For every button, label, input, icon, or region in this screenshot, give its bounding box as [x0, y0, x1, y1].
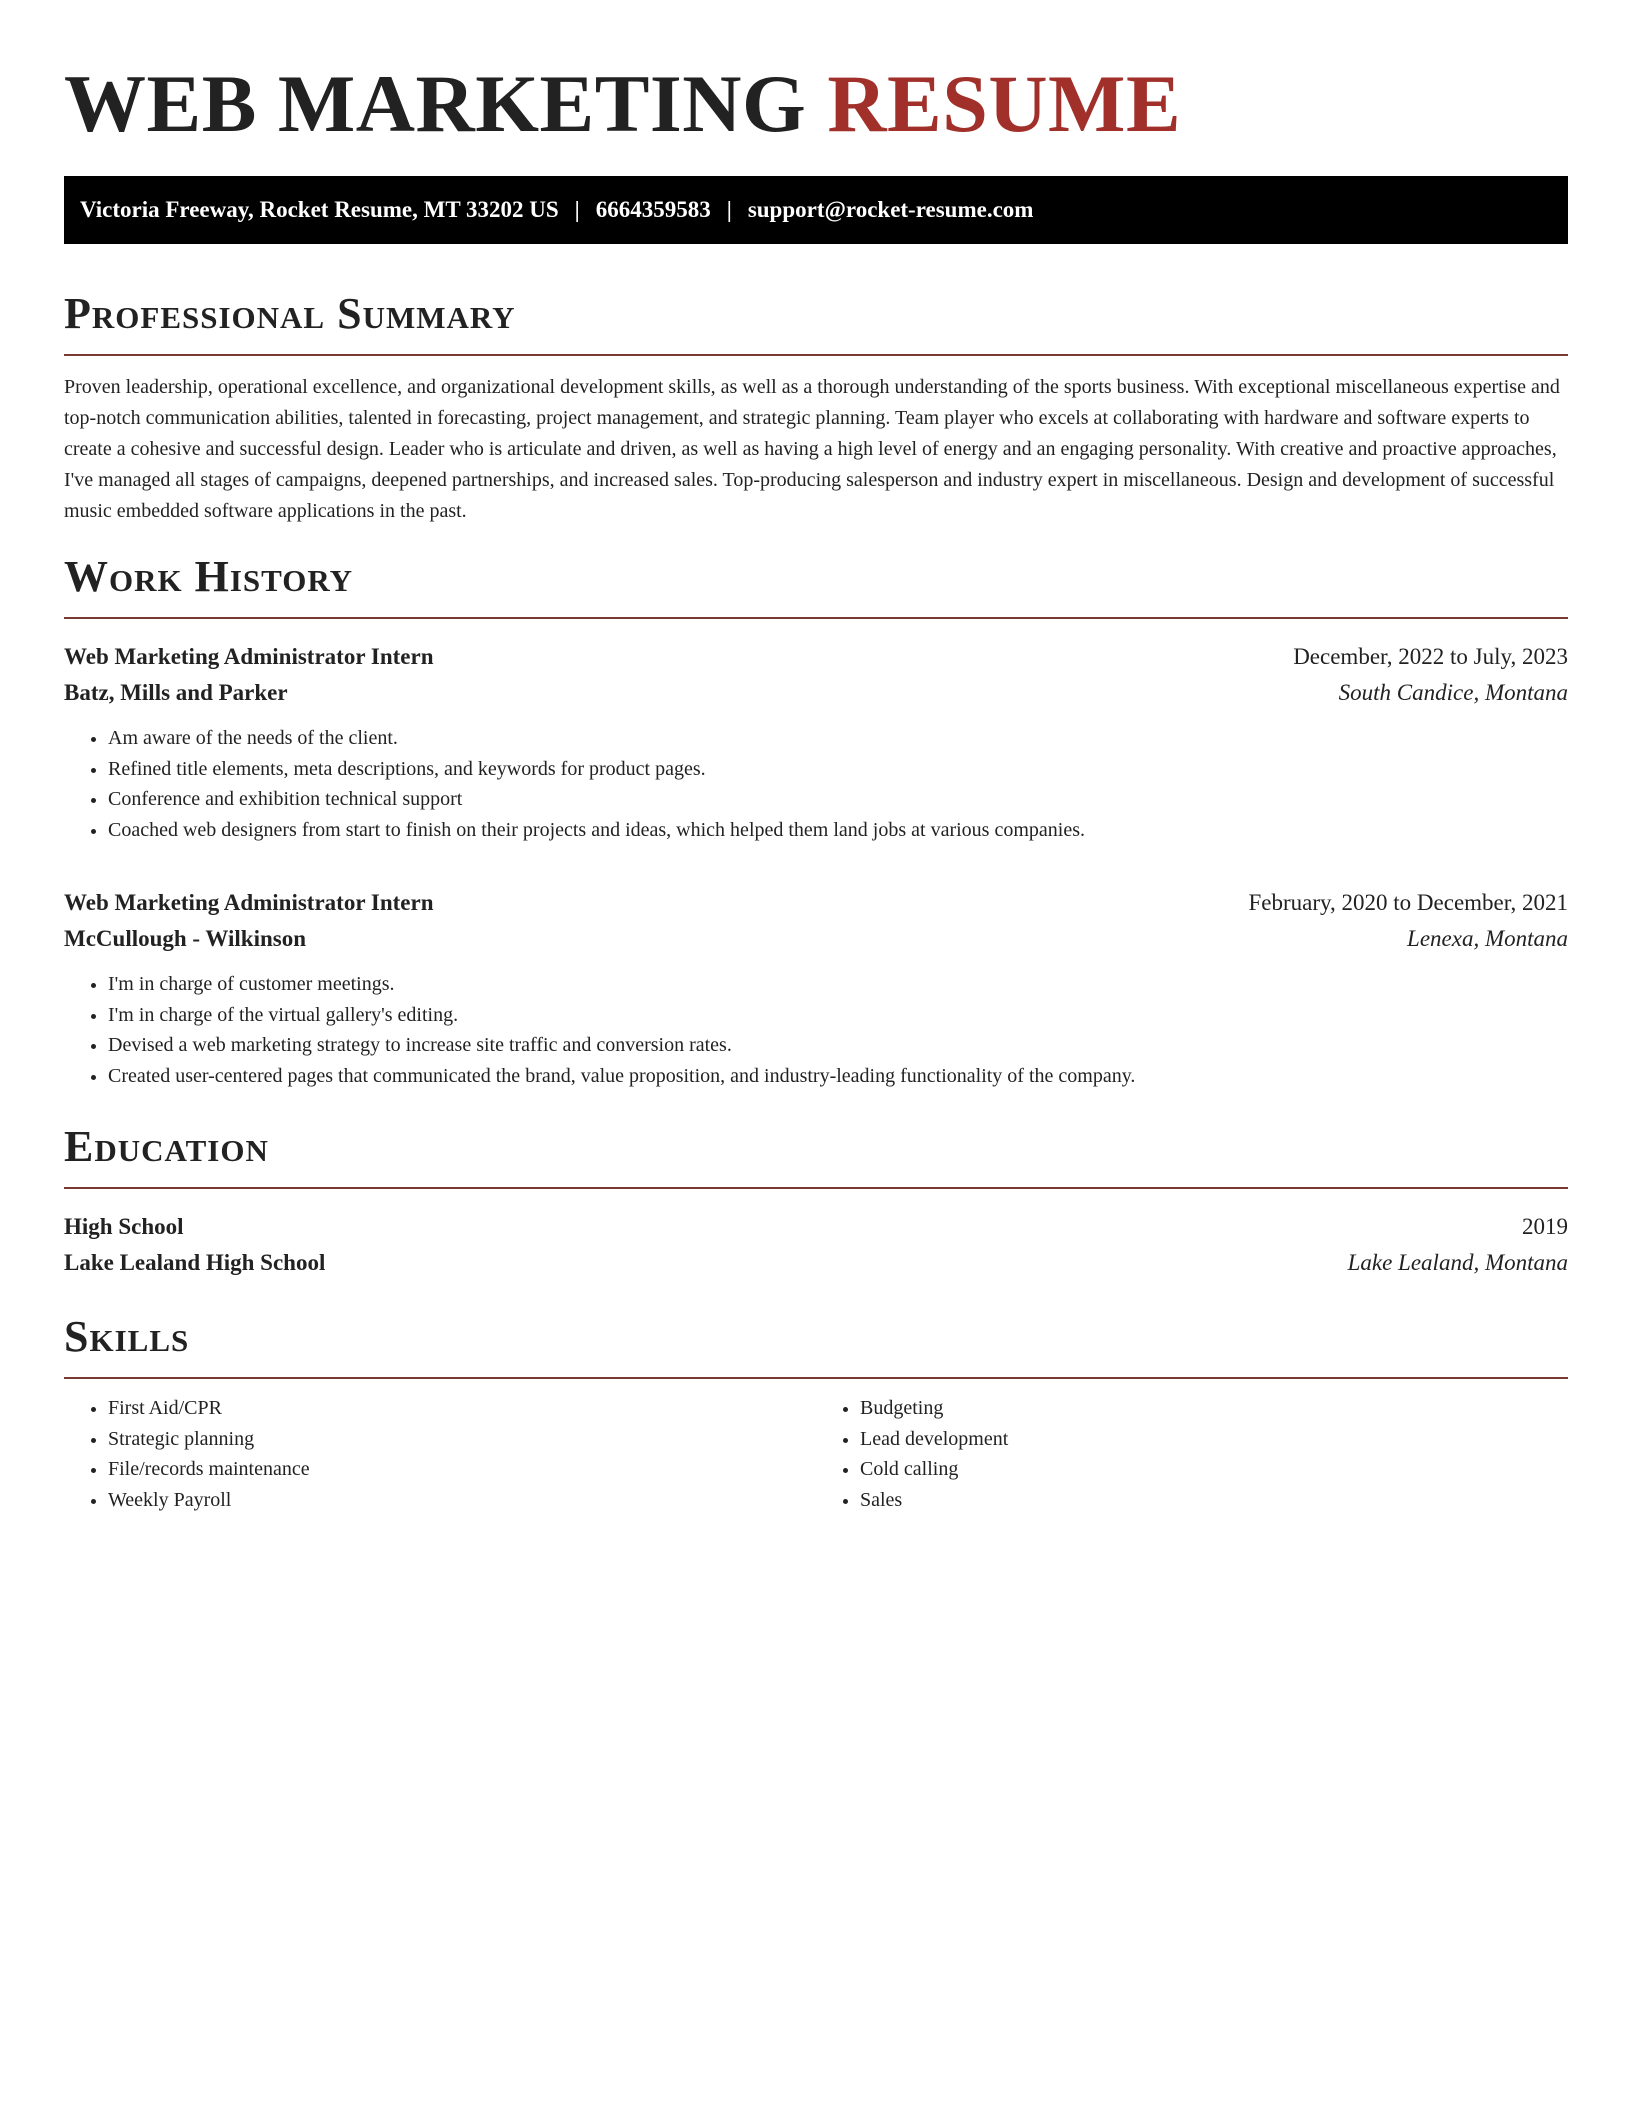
job-dates: December, 2022 to July, 2023: [1293, 644, 1568, 669]
education-heading: Education: [64, 1122, 269, 1171]
job-bullet: • Refined title elements, meta descriptions, and keywords for product pages.: [108, 754, 1568, 785]
contact-address: Victoria Freeway, Rocket Resume, MT 33202 US: [80, 197, 559, 222]
education-section: [64, 1119, 1568, 1281]
education-year: 2019: [1522, 1214, 1568, 1239]
skill-item: • Weekly Payroll: [108, 1485, 816, 1516]
job-title: Web Marketing Administrator Intern: [64, 890, 434, 915]
skills-list: [64, 1393, 816, 1515]
job-bullet: • Devised a web marketing strategy to increase site traffic and conversion rates.: [108, 1030, 1568, 1061]
section-divider: [64, 1377, 1568, 1379]
job-company-row: [64, 921, 1568, 957]
section-divider: [64, 354, 1568, 356]
job-bullet: • Coached web designers from start to finish on their projects and ideas, which helped them land jobs at various companies.: [108, 815, 1568, 846]
section-divider: [64, 1187, 1568, 1189]
education-entry: [64, 1209, 1568, 1281]
skill-item: • File/records maintenance: [108, 1454, 816, 1485]
skills-grid: [64, 1393, 1568, 1515]
skill-item: • Budgeting: [860, 1393, 1568, 1424]
skills-list: [816, 1393, 1568, 1515]
contact-email: support@rocket-resume.com: [747, 197, 1034, 222]
job-title: Web Marketing Administrator Intern: [64, 644, 434, 669]
job-location: Lenexa, Montana: [1407, 926, 1568, 951]
job-company: McCullough - Wilkinson: [64, 926, 307, 951]
contact-phone: 6664359583: [595, 197, 711, 222]
work-history-heading: Work History: [64, 552, 354, 601]
job-entry: [64, 639, 1568, 845]
job-entry: [64, 885, 1568, 1091]
contact-bar: [64, 176, 1568, 244]
skills-column-right: [816, 1393, 1568, 1515]
skill-item: • Lead development: [860, 1424, 1568, 1455]
work-history-section: [64, 549, 1568, 1091]
job-company: Batz, Mills and Parker: [64, 680, 288, 705]
skill-item: • Sales: [860, 1485, 1568, 1516]
job-bullet: • I'm in charge of customer meetings.: [108, 969, 1568, 1000]
skill-item: • Cold calling: [860, 1454, 1568, 1485]
title-main: WEB MARKETING: [64, 58, 807, 149]
contact-separator: |: [726, 197, 732, 222]
job-title-row: [64, 885, 1568, 921]
resume-title: [64, 0, 1568, 152]
education-school-row: [64, 1245, 1568, 1281]
skill-item: • First Aid/CPR: [108, 1393, 816, 1424]
skills-column-left: [64, 1393, 816, 1515]
title-accent: RESUME: [827, 58, 1182, 149]
skill-item: • Strategic planning: [108, 1424, 816, 1455]
summary-heading: Professional Summary: [64, 289, 516, 338]
job-company-row: [64, 675, 1568, 711]
job-bullet: • I'm in charge of the virtual gallery's editing.: [108, 1000, 1568, 1031]
job-title-row: [64, 639, 1568, 675]
skills-section: [64, 1309, 1568, 1515]
skills-heading: Skills: [64, 1312, 190, 1361]
education-location: Lake Lealand, Montana: [1347, 1250, 1568, 1275]
job-bullet: • Am aware of the needs of the client.: [108, 723, 1568, 754]
job-bullet: • Created user-centered pages that communicated the brand, value proposition, and industry-leading functionality of the company.: [108, 1061, 1568, 1092]
summary-text: Proven leadership, operational excellence, and organizational development skills, as well as a thorough understanding of the sports business. With exceptional miscellaneous expertise and top-notch communication abilities, talented in forecasting, project management, and strategic planning. Team player who excels at collaborating with hardware and software experts to create a cohesive and successful design. Leader who is articulate and driven, as well as having a high level of energy and an engaging personality. With creative and proactive approaches, I've managed all stages of campaigns, deepened partnerships, and increased sales. Top-producing salesperson and industry expert in miscellaneous. Design and development of successful music embedded software applications in the past.: [64, 376, 1560, 522]
education-degree-row: [64, 1209, 1568, 1245]
contact-separator: |: [574, 197, 580, 222]
job-bullet-list: [64, 969, 1568, 1091]
job-dates: February, 2020 to December, 2021: [1248, 890, 1568, 915]
education-school: Lake Lealand High School: [64, 1250, 326, 1275]
summary-section: [64, 286, 1568, 527]
education-degree: High School: [64, 1214, 184, 1239]
section-divider: [64, 617, 1568, 619]
job-bullet: • Conference and exhibition technical support: [108, 784, 1568, 815]
job-location: South Candice, Montana: [1338, 680, 1568, 705]
job-bullet-list: [64, 723, 1568, 845]
